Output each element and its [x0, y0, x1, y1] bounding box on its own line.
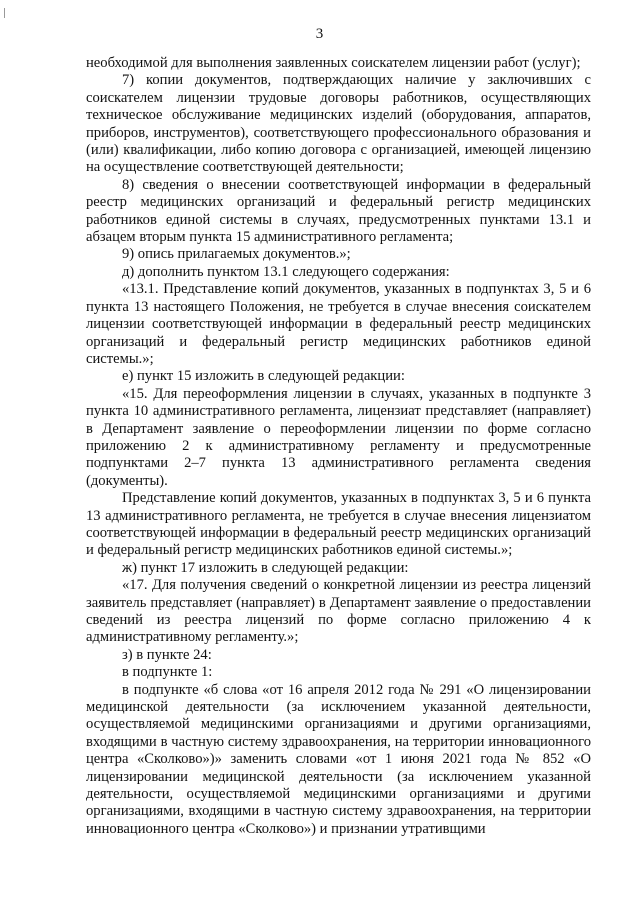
paragraph-subclause-1: в подпункте 1: [122, 664, 213, 681]
paragraph-amendment-z: з) в пункте 24: [122, 646, 212, 663]
paragraph-item-8: 8) сведения о внесении соответствующей информации в федеральный реестр медицинских организаций и федеральный регистр медицинских работников единой системы в случаях, предусмотренных пунктами 13.1 и абзацем вторым пункта 15 административного регламента; [86, 176, 591, 246]
page-number: 3 [315, 26, 324, 42]
paragraph-clause-17: «17. Для получения сведений о конкретной лицензии из реестра лицензий заявитель представляет (направляет) в Департамент заявление о предоставлении сведений из реестра лицензий по форме согласно приложению 4 к административному регламенту.»; [86, 577, 591, 646]
paragraph-amendment-e: е) пункт 15 изложить в следующей редакции: [122, 368, 405, 385]
paragraph-item-9: 9) опись прилагаемых документов.»; [122, 246, 351, 263]
paragraph-amendment-zh: ж) пункт 17 изложить в следующей редакции: [122, 559, 409, 576]
scan-edge-mark [4, 8, 5, 18]
paragraph-clause-15: «15. Для переоформления лицензии в случаях, указанных в подпункте 3 пункта 10 административного регламента, лицензиат представляет (направляет) в Департамент заявление о переоформлении лицензии по форме согласно приложению 2 к административному регламенту и предусмотренные подпунктами 2–7 пункта 13 административного регламента сведения (документы). [86, 385, 591, 489]
paragraph-continuation: необходимой для выполнения заявленных соискателем лицензии работ (услуг); [86, 55, 581, 71]
paragraph-subclause-b: в подпункте «б слова «от 16 апреля 2012 года № 291 «О лицензировании медицинской деятельности (за исключением указанной деятельности, осуществляемой медицинскими организациями и другими организациями, входящими в частную систему здравоохранения, на территории инновационного центра «Сколково»)» заменить словами «от 1 июня 2021 года № 852 «О лицензировании медицинской деятельности (за исключением указанной деятельности, осуществляемой медицинскими организациями и другими организациями, входящими в частную систему здравоохранения, на территории инновационного центра «Сколково») и признании утративщими [86, 681, 591, 837]
paragraph-clause-13-1: «13.1. Представление копий документов, указанных в подпунктах 3, 5 и 6 пункта 13 настоящего Положения, не требуется в случае внесения соискателем лицензии соответствующей информации в федеральный реестр медицинских организаций и федеральный регистр медицинских работников единой системы.»; [86, 281, 591, 367]
paragraph-amendment-d: д) дополнить пунктом 13.1 следующего содержания: [122, 263, 450, 280]
document-body [86, 55, 591, 838]
paragraph-item-7: 7) копии документов, подтверждающих наличие у заключивших с соискателем лицензии трудовые договоры работников, осуществляющих техническое обслуживание медицинских изделий (оборудования, аппаратов, приборов, инструментов), соответствующего профессионального образования и (или) квалификации, либо копию договора с организацией, имеющей лицензию на осуществление соответствующей деятельности; [86, 72, 591, 176]
paragraph-clause-15-second: Представление копий документов, указанных в подпунктах 3, 5 и 6 пункта 13 административного регламента, не требуется в случае внесения лицензиатом соответствующей информации в федеральный реестр медицинских организаций и федеральный регистр медицинских работников единой системы.»; [86, 490, 591, 559]
